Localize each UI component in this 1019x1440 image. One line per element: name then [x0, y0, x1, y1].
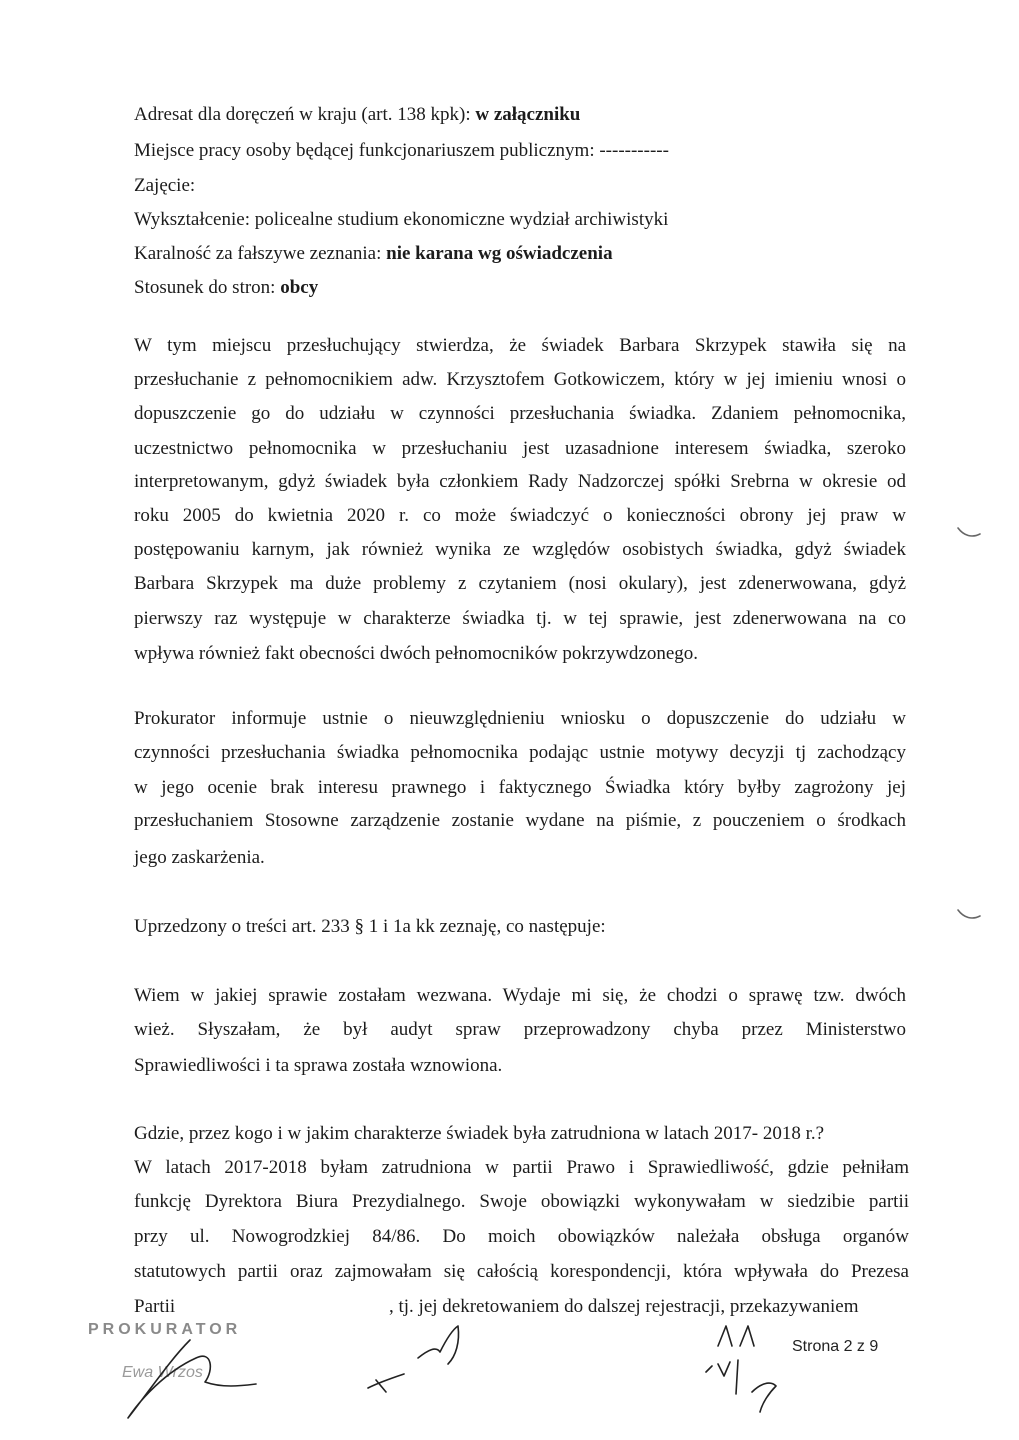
- paragraph-line: pierwszy raz występuje w charakterze świadka tj. w tej sprawie, jest zdenerwowana na co: [134, 608, 906, 629]
- paragraph-line: statutowych partii oraz zajmowałam się całością korespondencji, która wpływała do Prezesa: [134, 1261, 909, 1282]
- paragraph-line: wpływa również fakt obecności dwóch pełnomocników pokrzywdzonego.: [134, 643, 699, 664]
- header-education-line: Wykształcenie: policealne studium ekonomiczne wydział archiwistyki: [134, 209, 669, 230]
- relation-label: Stosunek do stron:: [134, 277, 281, 298]
- signature-left: [128, 1340, 256, 1418]
- header-occupation-line: Zajęcie:: [134, 175, 196, 196]
- margin-tick-1: [958, 528, 980, 536]
- oath-statement: Uprzedzony o treści art. 233 § 1 i 1a kk zeznaję, co następuje:: [134, 916, 606, 937]
- header-workplace-line: Miejsce pracy osoby będącej funkcjonariuszem publicznym: -----------: [134, 140, 669, 161]
- paragraph-line-end: , tj. jej dekretowaniem do dalszej rejestracji, przekazywaniem: [389, 1296, 859, 1317]
- paragraph-line: przesłuchanie z pełnomocnikiem adw. Krzysztofem Gotkowiczem, który w jej imieniu wnosi o: [134, 369, 906, 390]
- paragraph-line: przesłuchaniem Stosowne zarządzenie zostanie wydane na piśmie, z pouczeniem o środkach: [134, 810, 906, 831]
- paragraph-line: funkcję Dyrektora Biura Prezydialnego. Swoje obowiązki wykonywałam w siedzibie partii: [134, 1191, 909, 1212]
- paragraph-line: uczestnictwo pełnomocnika w przesłuchaniu jest uzasadnione interesem świadka, szeroko: [134, 438, 906, 459]
- stamp-name: Ewa Wrzos: [122, 1364, 203, 1381]
- paragraph-line: Sprawiedliwości i ta sprawa została wznowiona.: [134, 1055, 503, 1076]
- initials-right-top: [718, 1326, 754, 1346]
- paragraph-line: W latach 2017-2018 byłam zatrudniona w partii Prawo i Sprawiedliwość, gdzie pełniłam: [134, 1157, 909, 1178]
- prosecutor-stamp: PROKURATOR: [88, 1321, 242, 1338]
- paragraph-line: postępowaniu karnym, jak również wynika ze względów osobistych świadka, gdyż świadek: [134, 539, 906, 560]
- paragraph-line: W tym miejscu przesłuchujący stwierdza, że świadek Barbara Skrzypek stawiła się na: [134, 335, 906, 356]
- paragraph-line: Barbara Skrzypek ma duże problemy z czytaniem (nosi okulary), jest zdenerwowana, gdyż: [134, 573, 906, 594]
- initials-right-bottom: [706, 1360, 776, 1412]
- paragraph-line: jego zaskarżenia.: [134, 847, 265, 868]
- paragraph-line: Prokurator informuje ustnie o nieuwzględnieniu wniosku o dopuszczenie do udziału w: [134, 708, 906, 729]
- initials-center-bottom: [368, 1374, 404, 1392]
- initials-center-top: [418, 1326, 459, 1364]
- paragraph-line-start: Partii: [134, 1296, 176, 1317]
- criminal-record-value: nie karana wg oświadczenia: [386, 243, 613, 264]
- criminal-record-label: Karalność za fałszywe zeznania:: [134, 243, 387, 264]
- relation-value: obcy: [280, 277, 319, 298]
- address-label: Adresat dla doręczeń w kraju (art. 138 kpk):: [134, 104, 476, 125]
- margin-tick-2: [958, 910, 980, 918]
- paragraph-line: Wiem w jakiej sprawie zostałam wezwana. Wydaje mi się, że chodzi o sprawę tzw. dwóch: [134, 985, 906, 1006]
- paragraph-line: przy ul. Nowogrodzkiej 84/86. Do moich obowiązków należała obsługa organów: [134, 1226, 909, 1247]
- address-value: w załączniku: [475, 104, 581, 125]
- paragraph-line: dopuszczenie go do udziału w czynności przesłuchania świadka. Zdaniem pełnomocnika,: [134, 403, 906, 424]
- paragraph-line: w jego ocenie brak interesu prawnego i faktycznego Świadka który byłby zagrożony jej: [134, 777, 906, 798]
- paragraph-line: interpretowanym, gdyż świadek była członkiem Rady Nadzorczej spółki Srebrna w okresie od: [134, 471, 906, 492]
- paragraph-line: wież. Słyszałam, że był audyt spraw przeprowadzony chyba przez Ministerstwo: [134, 1019, 906, 1040]
- page-number: Strona 2 z 9: [792, 1338, 879, 1355]
- paragraph-line: czynności przesłuchania świadka pełnomocnika podając ustnie motywy decyzji tj zachodzący: [134, 742, 906, 763]
- question-employment: Gdzie, przez kogo i w jakim charakterze świadek była zatrudniona w latach 2017- 2018 r.?: [134, 1123, 825, 1144]
- paragraph-line: roku 2005 do kwietnia 2020 r. co może świadczyć o konieczności obrony jej praw w: [134, 505, 906, 526]
